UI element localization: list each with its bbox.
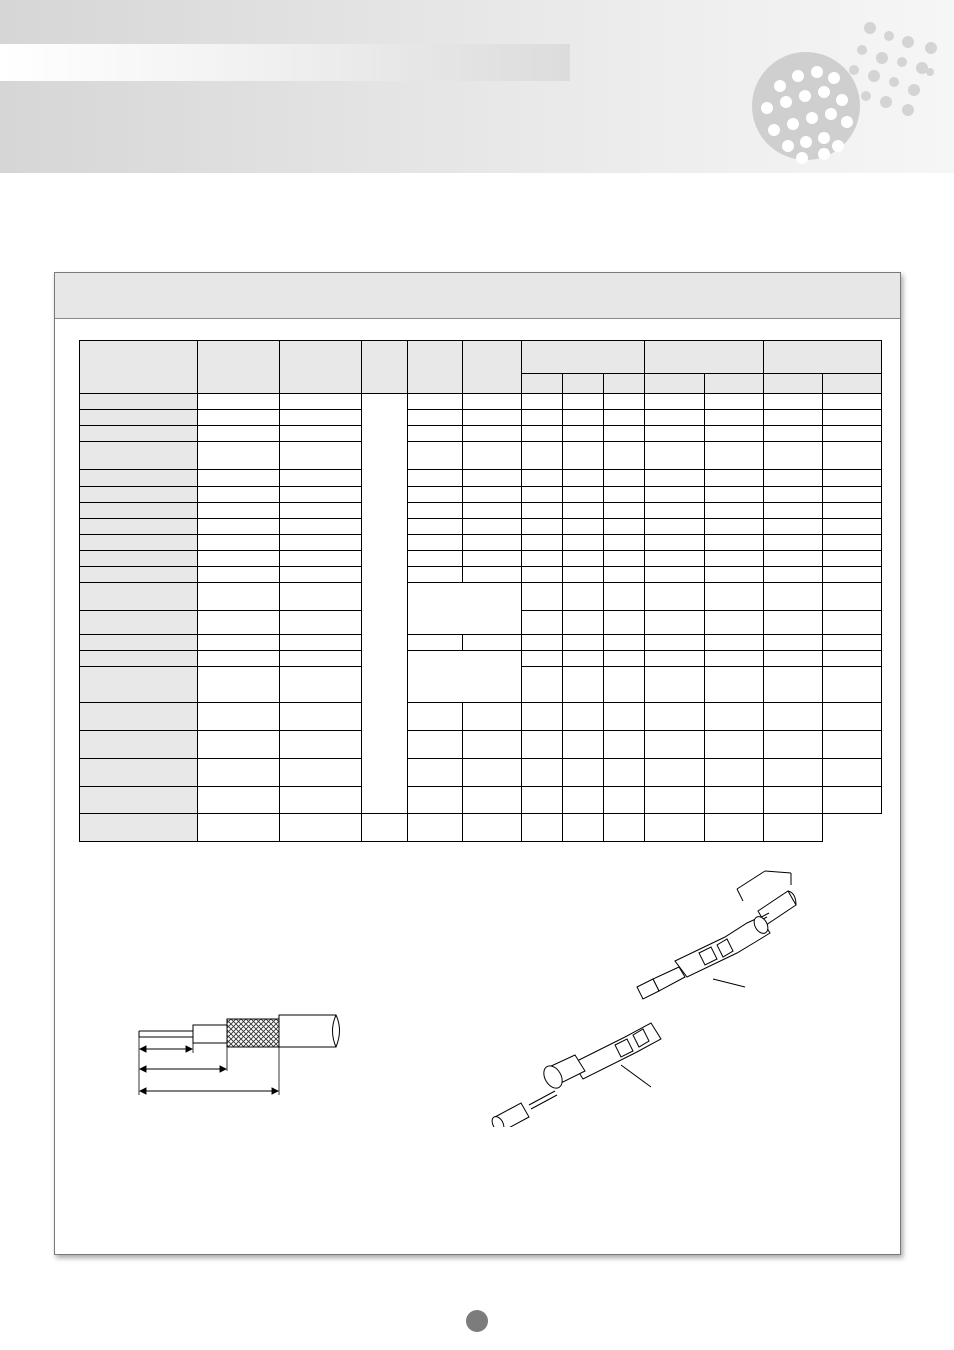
header-group-cell xyxy=(522,341,645,374)
header-group-cell xyxy=(764,341,882,374)
merged-cell xyxy=(362,394,408,814)
table-row xyxy=(80,503,882,519)
table-row xyxy=(80,567,882,583)
subheader-cell xyxy=(604,374,645,394)
table-row xyxy=(80,410,882,426)
header-banner xyxy=(0,0,954,173)
subheader-cell xyxy=(705,374,764,394)
table-row xyxy=(80,651,882,667)
subheader-cell xyxy=(563,374,604,394)
subheader-cell xyxy=(764,374,823,394)
table-row xyxy=(80,731,882,759)
merged-cell xyxy=(408,583,522,635)
header-cell xyxy=(362,341,408,394)
table-row xyxy=(80,814,882,842)
table-row xyxy=(80,519,882,535)
table-row xyxy=(80,635,882,651)
header-cell xyxy=(280,341,362,394)
panel-header xyxy=(55,273,900,319)
table-row xyxy=(80,551,882,567)
header-cell xyxy=(80,341,198,394)
table-row xyxy=(80,442,882,470)
cable-strip-diagram-icon xyxy=(131,1009,371,1121)
table-row xyxy=(80,703,882,731)
header-cell xyxy=(463,341,522,394)
table-row xyxy=(80,759,882,787)
specification-panel xyxy=(54,272,901,1255)
table-header-row xyxy=(80,341,882,374)
table-row xyxy=(80,787,882,814)
table-row xyxy=(80,487,882,503)
table-row xyxy=(80,535,882,551)
table-row xyxy=(80,470,882,487)
table-row xyxy=(80,394,882,410)
subheader-cell xyxy=(522,374,563,394)
header-band xyxy=(0,44,570,81)
subheader-cell xyxy=(823,374,882,394)
dot-circle-logo-icon xyxy=(740,12,954,172)
spec-table xyxy=(79,340,882,842)
header-cell xyxy=(198,341,280,394)
page-number-badge xyxy=(466,1310,488,1332)
subheader-cell xyxy=(645,374,705,394)
merged-cell xyxy=(408,651,522,703)
header-group-cell xyxy=(645,341,764,374)
header-cell xyxy=(408,341,463,394)
table-row xyxy=(80,426,882,442)
connector-assembly-diagram-icon xyxy=(425,867,845,1127)
table-row xyxy=(80,583,882,611)
